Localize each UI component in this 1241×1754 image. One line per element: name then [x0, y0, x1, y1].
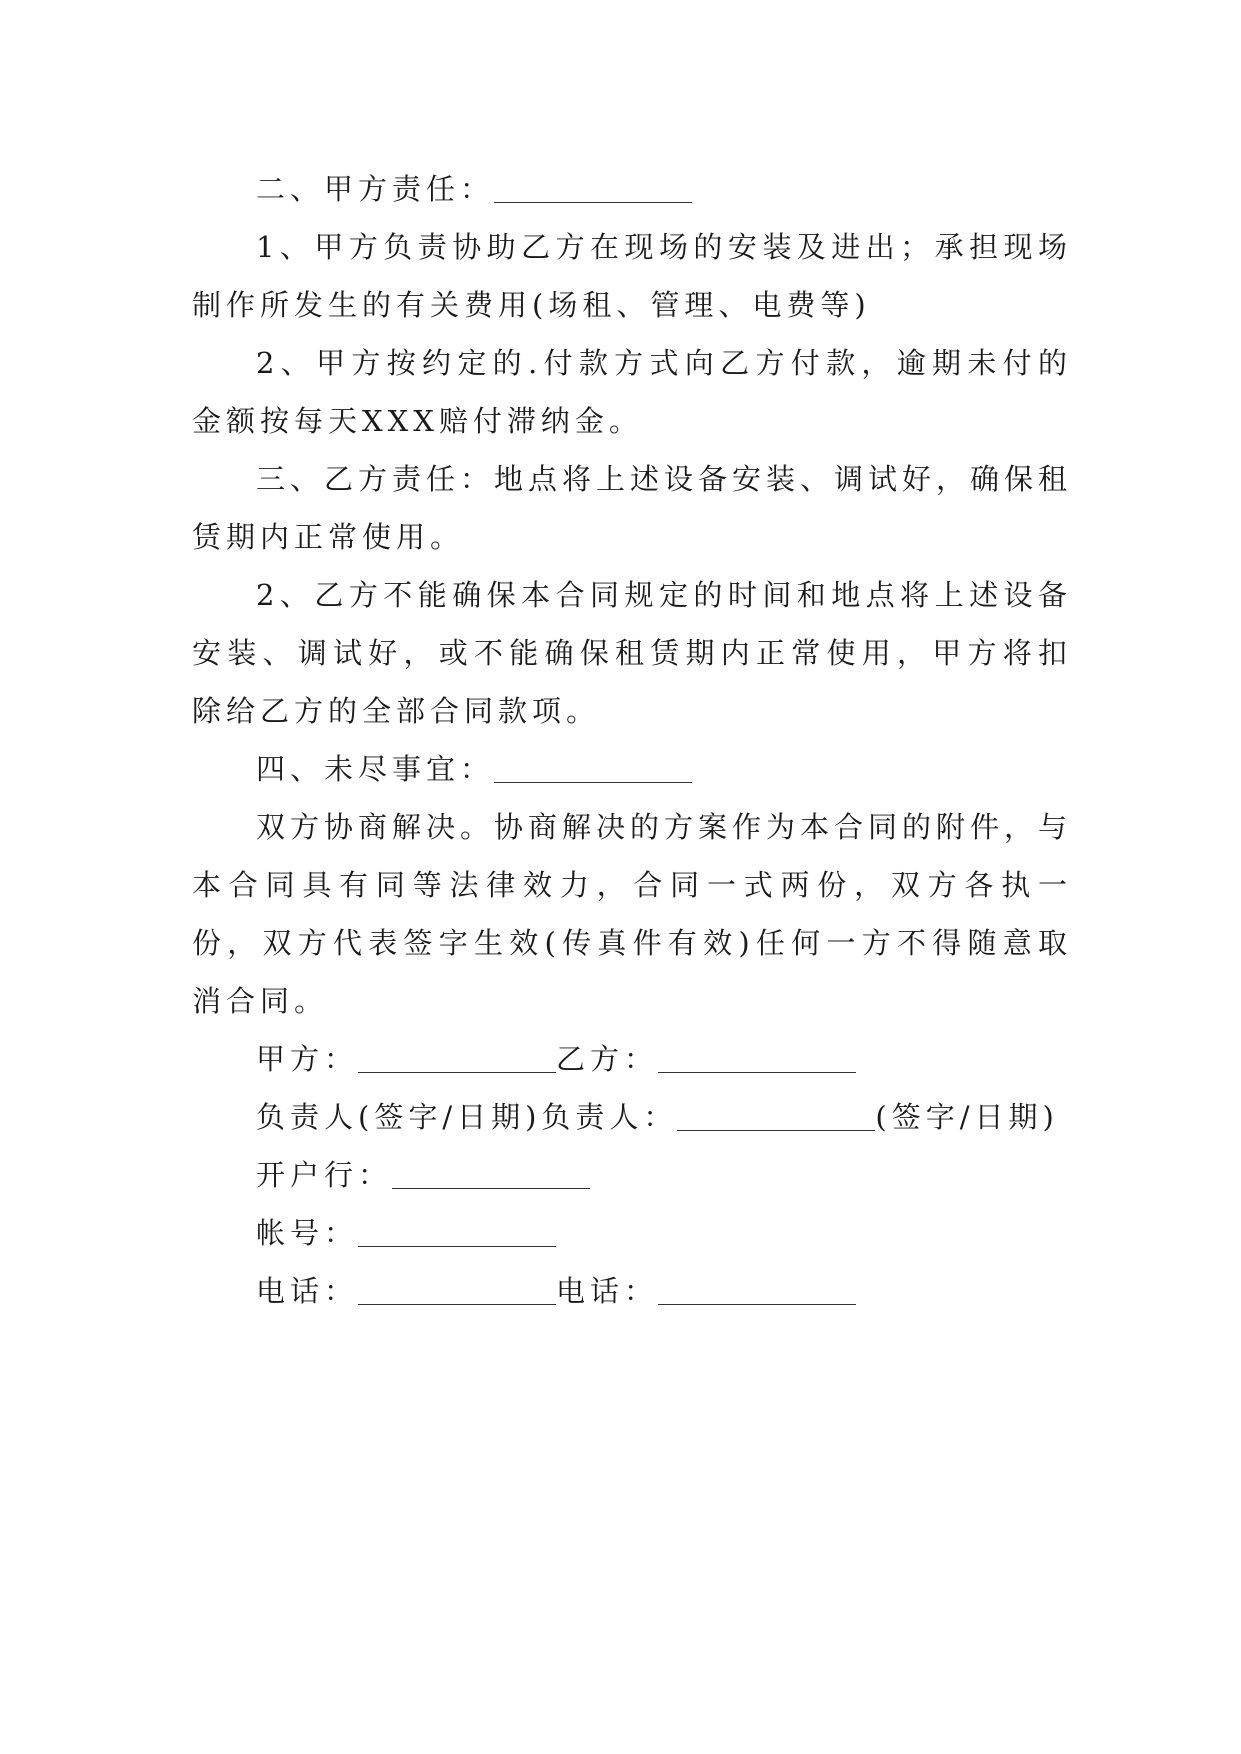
- phone-line: [192, 1262, 1072, 1320]
- principal-sign-suffix: (签字/日期): [875, 1100, 1059, 1134]
- section2-heading-line: [192, 160, 1072, 218]
- party-b-label: 乙方：: [556, 1042, 659, 1076]
- bank-line: [192, 1146, 1072, 1204]
- section3-heading: 三、乙方责任：地点将上述设备安装、调试好，确保租赁期内正常使用。: [192, 462, 1073, 554]
- phone-b-label: 电话：: [556, 1274, 659, 1308]
- party-b-blank: [658, 1042, 856, 1073]
- phone-b-blank: [658, 1274, 856, 1305]
- section4-heading: 四、未尽事宜：: [256, 752, 495, 786]
- principal-sign-label: 负责人(签字/日期): [256, 1100, 542, 1134]
- party-line: [192, 1030, 1072, 1088]
- principal-line: [192, 1088, 1072, 1146]
- section4-blank: [494, 752, 692, 783]
- contract-document: [192, 160, 1072, 1320]
- account-blank: [358, 1216, 556, 1247]
- phone-a-label: 电话：: [256, 1274, 359, 1308]
- bank-label: 开户行：: [256, 1158, 393, 1192]
- section2-item1: 1、甲方负责协助乙方在现场的安装及进出；承担现场制作所发生的有关费用(场租、管理、电费等): [192, 230, 1072, 322]
- party-a-label: 甲方：: [256, 1042, 359, 1076]
- account-label: 帐号：: [256, 1216, 359, 1250]
- principal-label: 负责人：: [541, 1100, 678, 1134]
- section2-blank: [494, 172, 692, 203]
- section4-heading-line: [192, 740, 1072, 798]
- section4-body: 双方协商解决。协商解决的方案作为本合同的附件，与本合同具有同等法律效力，合同一式两份，双方各执一份，双方代表签字生效(传真件有效)任何一方不得随意取消合同。: [192, 810, 1073, 1018]
- bank-blank: [392, 1158, 590, 1189]
- principal-blank: [677, 1100, 875, 1131]
- section2-heading: 二、甲方责任：: [256, 172, 495, 206]
- account-line: [192, 1204, 1072, 1262]
- section3-item2: 2、乙方不能确保本合同规定的时间和地点将上述设备安装、调试好，或不能确保租赁期内正常使用，甲方将扣除给乙方的全部合同款项。: [192, 578, 1072, 728]
- party-a-blank: [358, 1042, 556, 1073]
- phone-a-blank: [358, 1274, 556, 1305]
- section2-item2: 2、甲方按约定的.付款方式向乙方付款，逾期未付的金额按每天XXX赔付滞纳金。: [192, 346, 1072, 438]
